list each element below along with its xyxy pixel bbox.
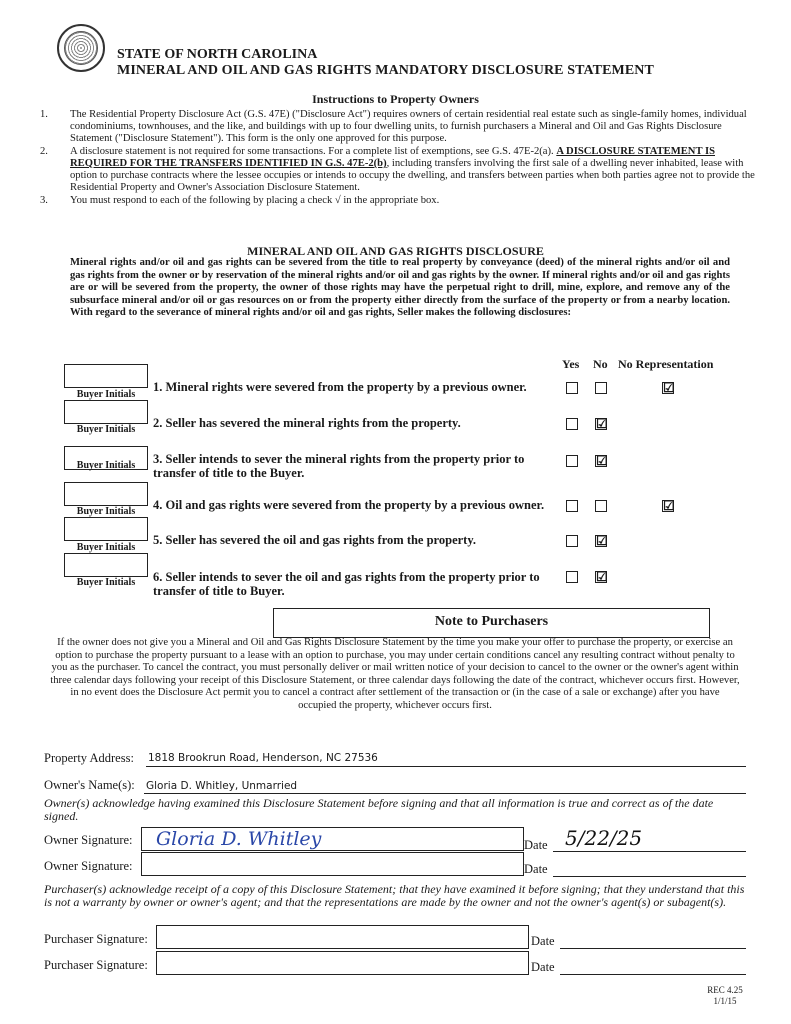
purchaser-signature-field[interactable] bbox=[156, 925, 529, 949]
buyer-initials-label: Buyer Initials bbox=[76, 506, 136, 517]
instruction-item: 1. The Residential Property Disclosure Act (G.S. 47E) ("Disclosure Act") requires owners of certain residential real estate such as single-family homes, individual condominiums, townhouses, and the like, and buildings with up to four dwelling units, to furnish purchasers a Mineral and Oil and Gas Rights Disclosure Statement ("Disclosure Statement"). This form is the only one approved for this purpose. bbox=[40, 109, 747, 144]
checkbox-norep-4[interactable]: ☑ bbox=[663, 498, 675, 513]
form-title: MINERAL AND OIL AND GAS RIGHTS MANDATORY DISCLOSURE STATEMENT bbox=[117, 63, 654, 78]
instructions-list bbox=[40, 109, 755, 208]
disclosure-item-4: 4. Oil and gas rights were severed from the property by a previous owner. bbox=[153, 498, 545, 512]
checkbox-no-6[interactable]: ☑ bbox=[596, 569, 608, 584]
column-no: No bbox=[593, 357, 608, 371]
owner-date-line bbox=[553, 851, 746, 852]
buyer-initials-box[interactable] bbox=[64, 364, 148, 388]
disclosure-item-1: 1. Mineral rights were severed from the property by a previous owner. bbox=[153, 380, 527, 394]
instruction-item: 2. A disclosure statement is not required for some transactions. For a complete list of exemptions, see G.S. 47E-2(a). A DISCLOSURE STATEMENT IS REQUIRED FOR THE TRANSFERS IDENTIFIED IN G.S. 47E-2(b), including transfers involving the first sale of a dwelling never inhabited, lease with option to purchase contracts where the lessee occupies or intends to occupy the dwelling, and transfers between parties when both parties agree not to provide the Residential Property and Owner's Association Disclosure Statement. bbox=[40, 146, 755, 193]
buyer-initials-label: Buyer Initials bbox=[76, 460, 136, 471]
owner-acknowledgement: Owner(s) acknowledge having examined this Disclosure Statement before signing and that all information is true and correct as of the date signed. bbox=[44, 796, 714, 823]
purchaser-date-line bbox=[560, 948, 746, 949]
state-seal-icon bbox=[57, 24, 105, 72]
disclosure-item-2: 2. Seller has severed the mineral rights from the property. bbox=[153, 416, 461, 430]
property-address-value[interactable]: 1818 Brookrun Road, Henderson, NC 27536 bbox=[148, 752, 378, 764]
owner-signature-label-2: Owner Signature: bbox=[44, 859, 133, 873]
buyer-initials-label: Buyer Initials bbox=[76, 577, 136, 588]
instructions-title: Instructions to Property Owners bbox=[312, 92, 479, 106]
disclosure-item-6: 6. Seller intends to sever the oil and gas rights from the property prior to transfer of title to Buyer. bbox=[153, 570, 540, 598]
instruction-item: 3. You must respond to each of the following by placing a check √ in the appropriate box. bbox=[40, 195, 440, 206]
disclosure-title: MINERAL AND OIL AND GAS RIGHTS DISCLOSURE bbox=[247, 244, 544, 258]
buyer-initials-label: Buyer Initials bbox=[76, 542, 136, 553]
owner-names-label: Owner's Name(s): bbox=[44, 778, 135, 792]
owner-date-label: Date bbox=[524, 838, 548, 852]
note-body: If the owner does not give you a Mineral and Oil and Gas Rights Disclosure Statement by the time you make your offer to purchase the property, or exercise an option to purchase the property pursuant to a lease with an option to purchase, you may under certain conditions cancel any resulting contract without penalty to you as the purchaser. To cancel the contract, you must personally deliver or mail written notice of your decision to cancel to the owner or the owner's agent within three calendar days following your receipt of this Disclosure Statement, or three calendar days following the date of the contract, whichever occurs first. However, in no event does the Disclosure Act permit you to cancel a contract after settlement of the transaction or (in the case of a sale or exchange) after you have occupied the property, whichever occurs first. bbox=[50, 637, 740, 711]
owner-names-line bbox=[144, 793, 746, 794]
buyer-initials-box[interactable] bbox=[64, 482, 148, 506]
checkbox-no-4[interactable] bbox=[595, 500, 607, 512]
form-revision bbox=[700, 985, 750, 1007]
required-transfers-emphasis: A DISCLOSURE STATEMENT IS REQUIRED FOR THE TRANSFERS IDENTIFIED IN G.S. 47E-2(b) bbox=[70, 146, 715, 169]
checkbox-yes-4[interactable] bbox=[566, 500, 578, 512]
checkbox-no-2[interactable]: ☑ bbox=[596, 416, 608, 431]
buyer-initials-box[interactable] bbox=[64, 553, 148, 577]
property-address-label: Property Address: bbox=[44, 751, 134, 765]
owner-signature-value: Gloria D. Whitley bbox=[156, 828, 322, 850]
buyer-initials-label: Buyer Initials bbox=[76, 389, 136, 400]
disclosure-paragraph: Mineral rights and/or oil and gas rights can be severed from the title to real property by conveyance (deed) of the mineral rights and/or oil and gas rights from the owner or by reservation of the mineral rights and/or oil and gas rights by the owner. If mineral rights and/or oil and gas rights are or will be severed from the property, the owner of those rights may have the perpetual right to drill, mine, explore, and remove any of the subsurface mineral and/or oil or gas resources on or from the property either directly from the surface of the property or from a nearby location. With regard to the severance of mineral rights and/or oil and gas rights, Seller makes the following disclosures: bbox=[70, 257, 730, 318]
purchaser-date-label: Date bbox=[531, 934, 555, 948]
checkbox-yes-3[interactable] bbox=[566, 455, 578, 467]
column-yes: Yes bbox=[562, 357, 580, 371]
checkbox-yes-2[interactable] bbox=[566, 418, 578, 430]
disclosure-item-5: 5. Seller has severed the oil and gas rights from the property. bbox=[153, 533, 477, 547]
checkbox-yes-6[interactable] bbox=[566, 571, 578, 583]
checkbox-yes-5[interactable] bbox=[566, 535, 578, 547]
purchaser-signature-label-2: Purchaser Signature: bbox=[44, 958, 148, 972]
checkbox-no-3[interactable]: ☑ bbox=[596, 453, 608, 468]
note-title: Note to Purchasers bbox=[434, 614, 549, 629]
owner-signature-field-2[interactable] bbox=[141, 852, 524, 876]
purchaser-signature-label: Purchaser Signature: bbox=[44, 932, 148, 946]
property-address-line bbox=[146, 766, 746, 767]
form-date: 1/1/15 bbox=[713, 996, 737, 1006]
checkbox-no-5[interactable]: ☑ bbox=[596, 533, 608, 548]
purchaser-date-label-2: Date bbox=[531, 960, 555, 974]
owner-names-value[interactable]: Gloria D. Whitley, Unmarried bbox=[146, 780, 298, 792]
purchaser-signature-field-2[interactable] bbox=[156, 951, 529, 975]
owner-date-value[interactable]: 5/22/25 bbox=[565, 826, 643, 850]
checkbox-no-1[interactable] bbox=[595, 382, 607, 394]
buyer-initials-box[interactable] bbox=[64, 517, 148, 541]
owner-date-label-2: Date bbox=[524, 862, 548, 876]
buyer-initials-box[interactable] bbox=[64, 400, 148, 424]
form-code: REC 4.25 bbox=[707, 985, 743, 995]
owner-signature-label: Owner Signature: bbox=[44, 833, 133, 847]
checkbox-norep-1[interactable]: ☑ bbox=[663, 380, 675, 395]
disclosure-item-3: 3. Seller intends to sever the mineral rights from the property prior to transfer of title to the Buyer. bbox=[153, 452, 525, 480]
purchaser-acknowledgement: Purchaser(s) acknowledge receipt of a copy of this Disclosure Statement; that they have examined it before signing; that they understand that this is not a warranty by owner or owner's agent; and that the representations are made by the owner and not the owner's agent(s) or subagent(s). bbox=[44, 882, 745, 909]
buyer-initials-label: Buyer Initials bbox=[76, 424, 136, 435]
state-name: STATE OF NORTH CAROLINA bbox=[117, 47, 318, 62]
owner-date-line-2 bbox=[553, 876, 746, 877]
checkbox-yes-1[interactable] bbox=[566, 382, 578, 394]
column-no-representation: No Representation bbox=[618, 357, 714, 371]
purchaser-date-line-2 bbox=[560, 974, 746, 975]
